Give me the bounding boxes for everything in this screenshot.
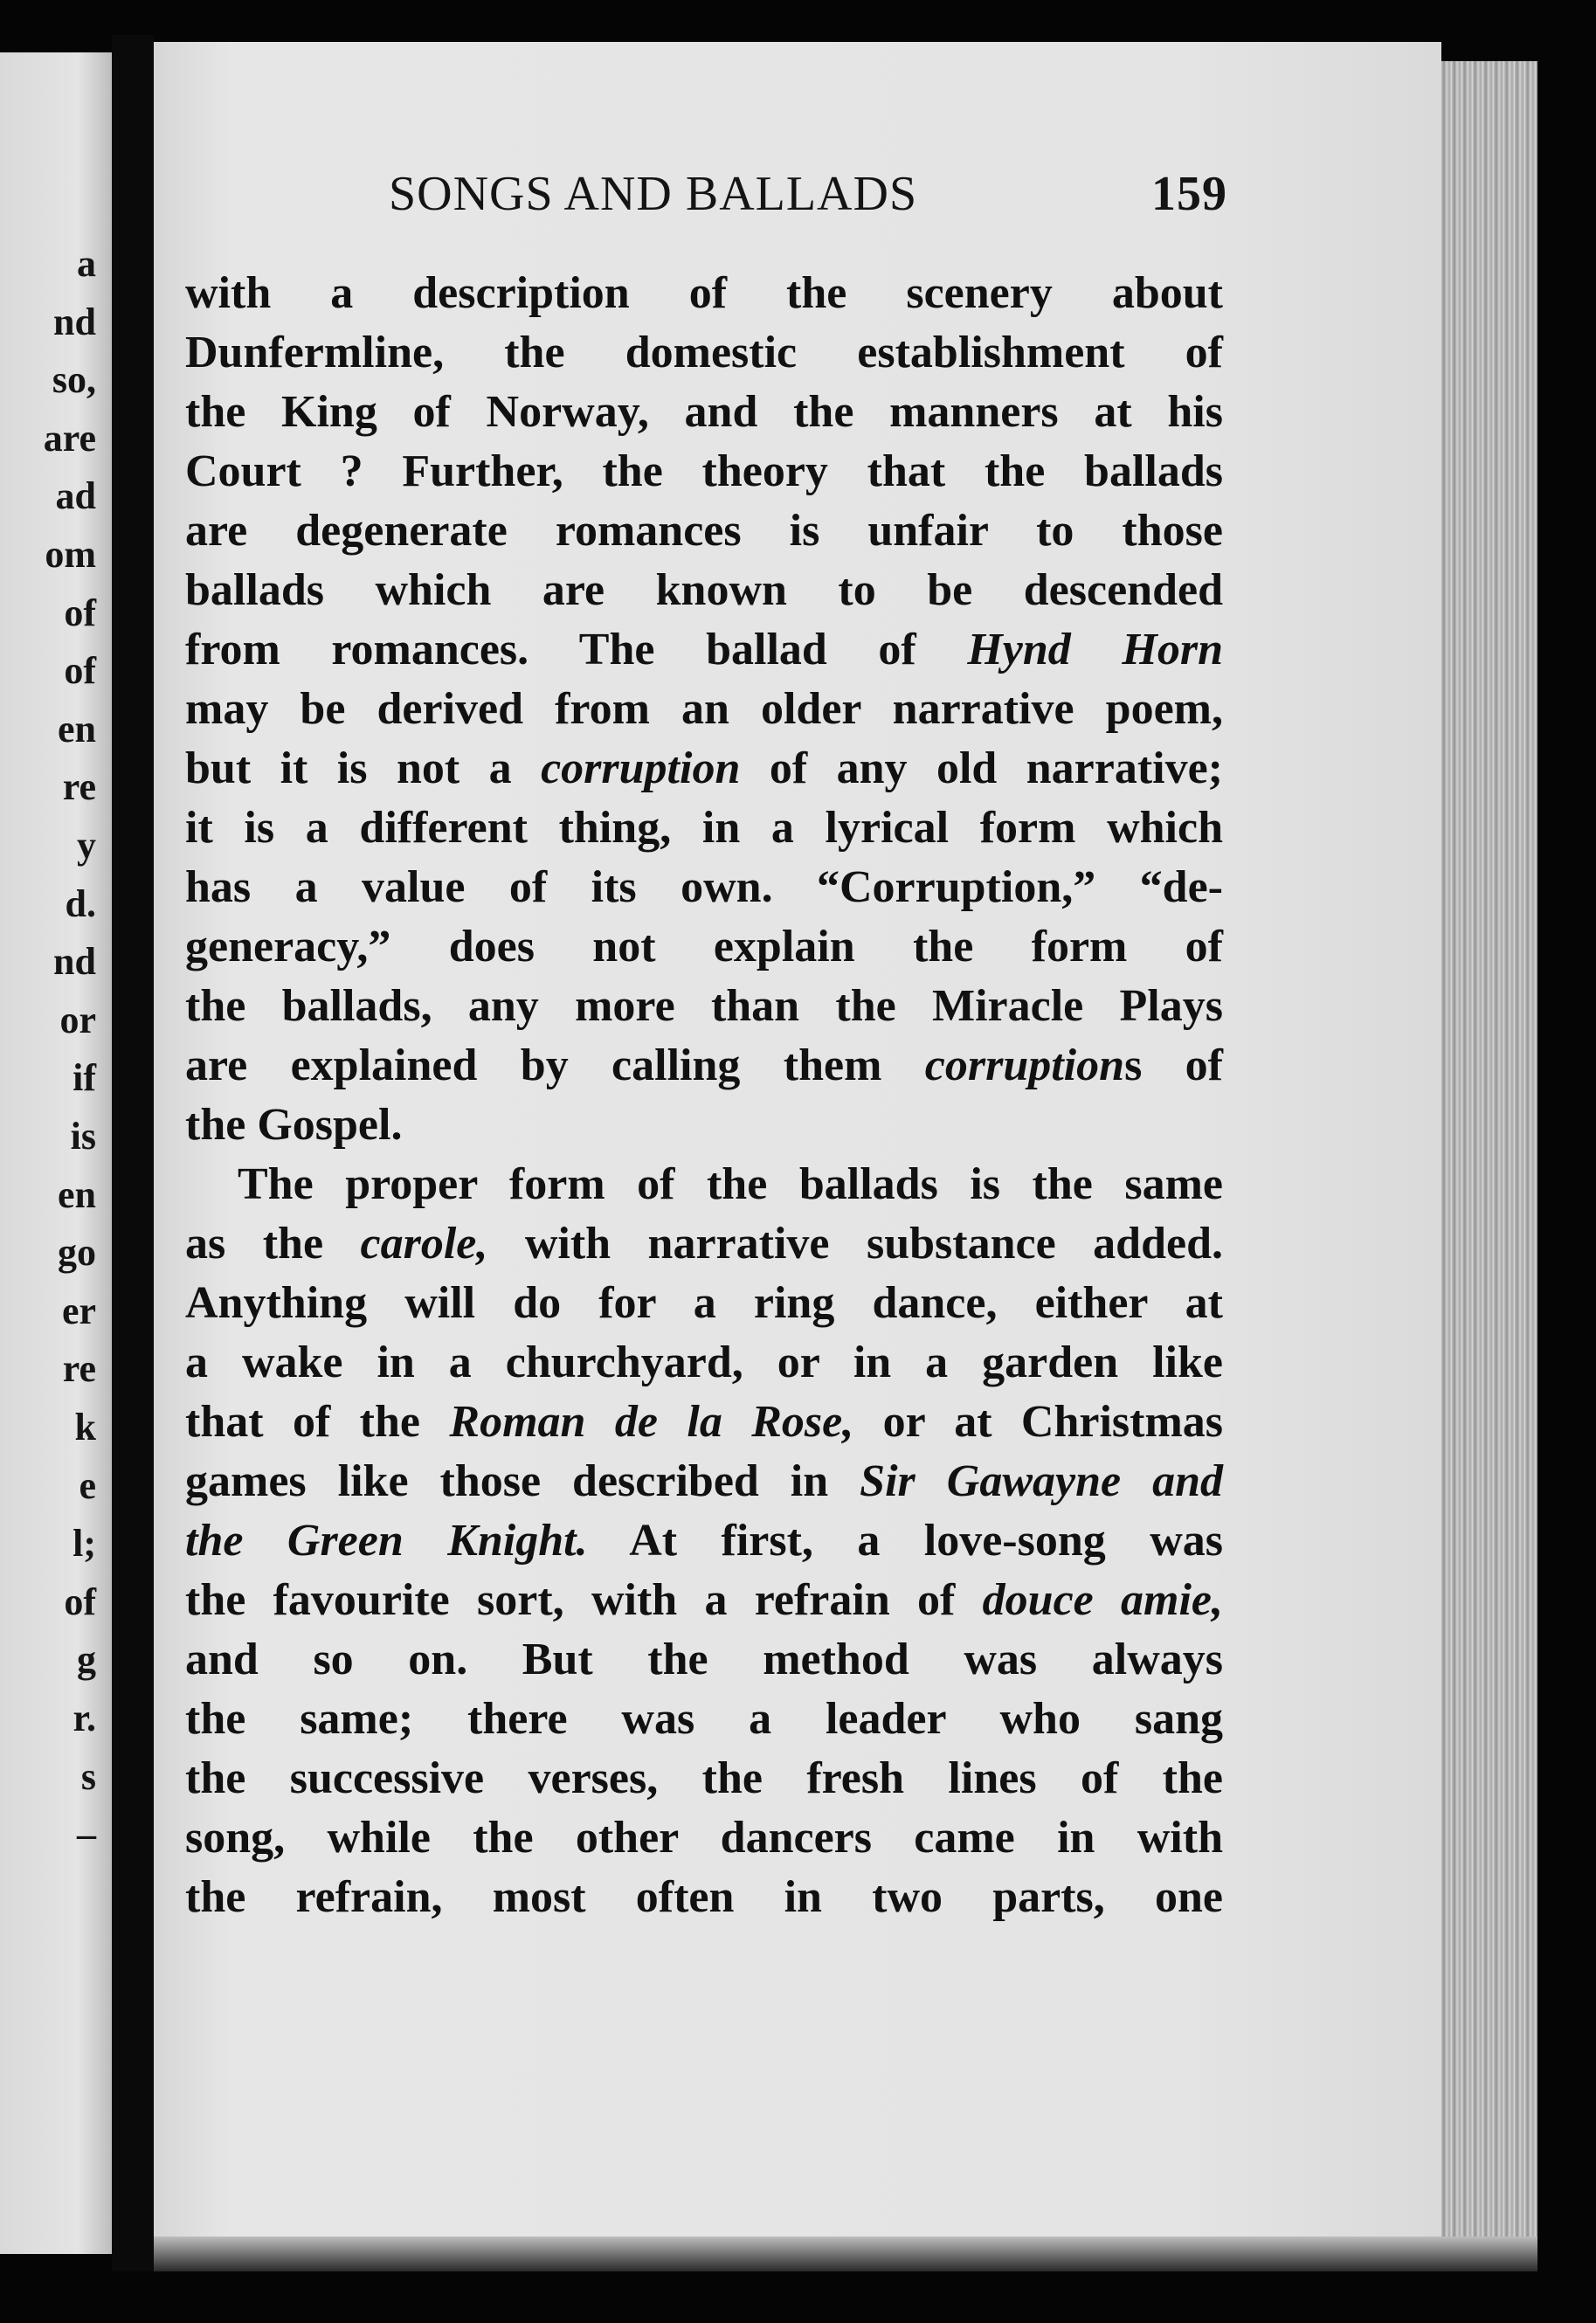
text-line: but it is not a corruption of any old narrative;	[185, 743, 1224, 793]
left-page-fragment: s	[80, 1754, 96, 1798]
text-line: games like those described in Sir Gawayne and	[185, 1456, 1223, 1506]
text-line: the Gospel.	[185, 1100, 403, 1150]
left-page-fragment: –	[77, 1813, 96, 1856]
left-page-fragment: or	[59, 998, 96, 1041]
text-line: as the carole, with narrative substance added.	[185, 1219, 1223, 1269]
body-text	[185, 264, 1223, 1927]
paragraph-1	[185, 264, 1223, 1155]
left-page-fragment: go	[58, 1231, 96, 1275]
text-line: Dunfermline, the domestic establishment of	[185, 328, 1223, 377]
left-page-fragment: is	[70, 1115, 96, 1158]
left-page-fragment: ad	[55, 474, 96, 518]
left-page-fragment: en	[58, 1172, 96, 1216]
page-number: 159	[1151, 167, 1227, 221]
left-page-fragment: en	[58, 707, 96, 750]
text-line: it is a different thing, in a lyrical form which	[185, 803, 1223, 853]
left-page-fragment: nd	[53, 300, 96, 343]
text-line: the same; there was a leader who sang	[185, 1694, 1223, 1744]
text-line: with a description of the scenery about	[185, 268, 1223, 318]
text-line: are degenerate romances is unfair to those	[185, 506, 1223, 556]
left-page-fragment: if	[73, 1056, 96, 1100]
left-page-fragment: r.	[73, 1697, 96, 1739]
left-page-fragment: k	[74, 1406, 96, 1448]
text-line: the favourite sort, with a refrain of douce amie,	[185, 1575, 1223, 1625]
text-line: Court ? Further, the theory that the ballads	[185, 446, 1223, 496]
left-page-fragment: a	[77, 242, 96, 285]
left-page-fragment: are	[43, 416, 96, 460]
text-line: the King of Norway, and the manners at his	[185, 387, 1223, 437]
left-page-fragment: y	[77, 824, 96, 867]
left-page-fragment: of	[64, 649, 96, 693]
text-line: are explained by calling them corruptions of	[185, 1041, 1223, 1090]
left-page-fragment: so,	[52, 358, 96, 402]
text-line: the ballads, any more than the Miracle Plays	[185, 981, 1223, 1031]
text-line: the Green Knight. At first, a love-song was	[185, 1516, 1224, 1566]
text-line: song, while the other dancers came in with	[185, 1813, 1223, 1863]
text-line: Anything will do for a ring dance, either at	[185, 1278, 1223, 1328]
text-line: may be derived from an older narrative poem,	[185, 684, 1223, 734]
text-line: that of the Roman de la Rose, or at Christmas	[185, 1397, 1224, 1447]
book-gutter	[112, 35, 154, 2271]
left-page-fragment: re	[62, 765, 96, 809]
text-line: from romances. The ballad of Hynd Horn	[185, 625, 1223, 674]
text-line: the refrain, most often in two parts, one	[185, 1872, 1223, 1922]
left-page-fragment: om	[45, 533, 96, 576]
left-page-fragment: re	[62, 1347, 96, 1391]
left-page-fragment: of	[64, 591, 96, 634]
left-page-fragment: nd	[53, 940, 96, 984]
text-line: has a value of its own. “Corruption,” “de-	[185, 862, 1223, 912]
left-facing-page	[0, 52, 112, 2254]
text-line: ballads which are known to be descended	[185, 565, 1223, 615]
left-page-fragment: of	[64, 1580, 96, 1623]
left-page-fragment: g	[77, 1638, 96, 1682]
running-head-title: SONGS AND BALLADS	[389, 167, 918, 221]
text-line: The proper form of the ballads is the same	[238, 1159, 1223, 1209]
left-page-fragment: d.	[65, 881, 96, 925]
text-line: generacy,” does not explain the form of	[185, 922, 1223, 971]
paragraph-2	[185, 1155, 1223, 1927]
page-edges	[1441, 61, 1537, 2263]
text-line: the successive verses, the fresh lines of the	[185, 1753, 1223, 1803]
text-line: a wake in a churchyard, or in a garden like	[185, 1338, 1223, 1387]
page-bottom-shadow	[154, 2237, 1537, 2271]
left-page-fragment: er	[61, 1289, 96, 1332]
left-page-fragment: l;	[73, 1522, 96, 1566]
text-line: and so on. But the method was always	[185, 1635, 1223, 1684]
left-page-fragment: e	[79, 1463, 96, 1507]
